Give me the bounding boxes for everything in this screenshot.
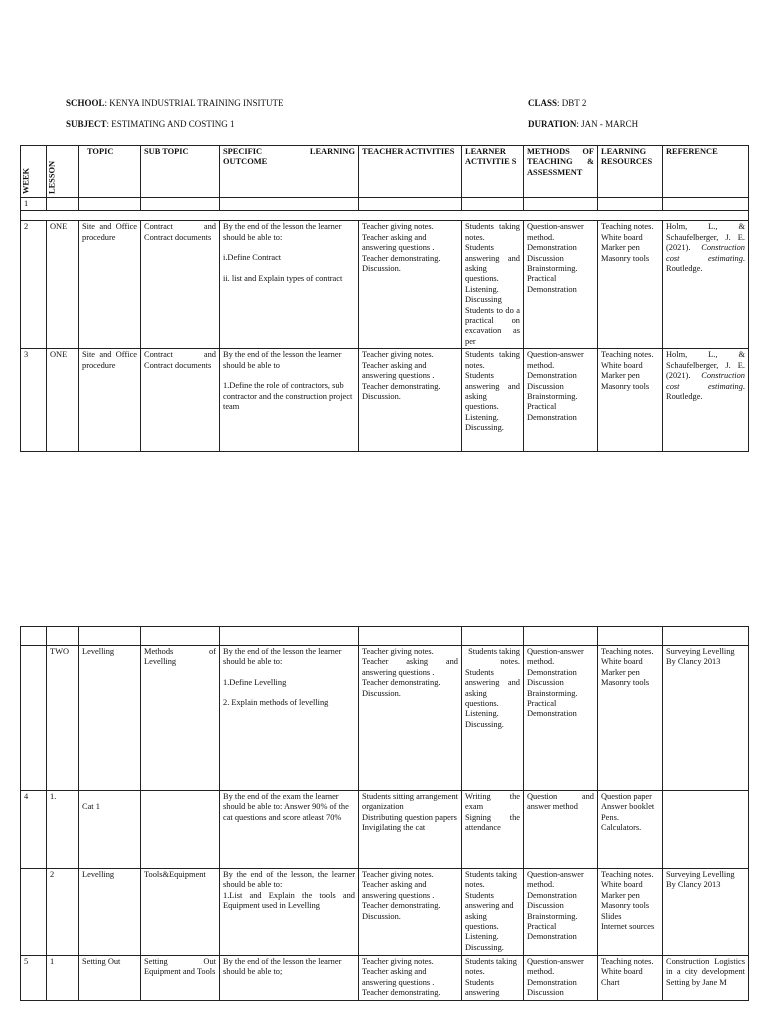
methods-line: Question-answer method. bbox=[527, 222, 584, 242]
methods-cell bbox=[524, 956, 598, 1001]
outcome-cell bbox=[220, 221, 359, 349]
methods-cell bbox=[524, 349, 598, 452]
lesson-cell: ONE bbox=[47, 221, 79, 349]
lesson-cell: TWO bbox=[47, 646, 79, 791]
week-cell bbox=[21, 869, 47, 956]
outcome-cell bbox=[220, 349, 359, 452]
reference-title: Construction cost estimating bbox=[666, 371, 745, 391]
week-cell: 3 bbox=[21, 349, 47, 452]
methods-line: Discussion bbox=[527, 381, 564, 391]
methods-line: Question-answer method. bbox=[527, 957, 584, 977]
empty-cell bbox=[141, 198, 220, 211]
empty-cell bbox=[79, 198, 141, 211]
teacher-line: Teacher giving notes. bbox=[362, 222, 434, 232]
methods-cell bbox=[524, 646, 598, 791]
reference-cell bbox=[663, 349, 749, 452]
outcome-line: 2. Explain methods of levelling bbox=[223, 698, 329, 708]
empty-cell bbox=[21, 627, 47, 646]
methods-line: Practical Demonstration bbox=[527, 699, 577, 719]
duration-label: DURATION bbox=[528, 119, 577, 129]
resources-line: Marker pen bbox=[601, 371, 640, 381]
col-week: WEEK bbox=[21, 146, 47, 198]
resources-line: Marker pen bbox=[601, 890, 640, 900]
teacher-line: Discussion. bbox=[362, 264, 401, 274]
topic-cell: Site and Office procedure bbox=[79, 349, 141, 452]
empty-cell bbox=[141, 627, 220, 646]
methods-line: Question-answer method. bbox=[527, 350, 584, 370]
learner-line: Discussing. bbox=[465, 423, 504, 433]
outcome-line: ii. list and Explain types of contract bbox=[223, 273, 343, 283]
teacher-line: Teacher demonstrating. bbox=[362, 253, 441, 263]
col-learner: LEARNER ACTIVITIE S bbox=[462, 146, 524, 198]
outcome-line: 1.Define the role of contractors, sub contractor and the construction project team bbox=[223, 381, 353, 411]
teacher-cell bbox=[359, 221, 462, 349]
resources-line: Masonry tools bbox=[601, 253, 650, 263]
learner-line: Listening. bbox=[465, 412, 499, 422]
week-cell: 1 bbox=[21, 198, 47, 211]
methods-line: Question-answer method. bbox=[527, 870, 584, 890]
learner-line: Students taking notes. bbox=[468, 647, 520, 667]
empty-cell bbox=[47, 627, 79, 646]
resources-line: Teaching notes. bbox=[601, 350, 654, 360]
resources-line: Question paper bbox=[601, 792, 652, 801]
week-cell: 5 bbox=[21, 956, 47, 1001]
outcome-cell: By the end of the lesson the learner should be able to; bbox=[220, 956, 359, 1001]
learner-line: Students answering bbox=[465, 977, 500, 998]
topic-cell: Levelling bbox=[79, 646, 141, 791]
teacher-cell bbox=[359, 956, 462, 1001]
empty-cell bbox=[359, 198, 462, 211]
scheme-table-top bbox=[20, 145, 749, 452]
outcome-cell bbox=[220, 869, 359, 956]
learner-cell bbox=[462, 646, 524, 791]
learner-cell bbox=[462, 221, 524, 349]
empty-cell bbox=[524, 627, 598, 646]
week-cell: 2 bbox=[21, 221, 47, 349]
teacher-line: Teacher demonstrating. bbox=[362, 901, 441, 911]
teacher-line: Teacher demonstrating. bbox=[362, 988, 441, 998]
learner-line: Discussing. bbox=[465, 942, 504, 952]
methods-line: Demonstration bbox=[527, 977, 577, 987]
col-resources: LEARNING RESOURCES bbox=[598, 146, 663, 198]
learner-line: Students answering and asking questions. bbox=[465, 667, 520, 709]
methods-line: Discussion bbox=[527, 988, 564, 998]
methods-line: Discussion bbox=[527, 901, 564, 911]
methods-line: Brainstorming. bbox=[527, 688, 578, 698]
reference-cell bbox=[663, 221, 749, 349]
methods-line: Practical Demonstration bbox=[527, 402, 577, 422]
teacher-line: Distributing question papers bbox=[362, 812, 457, 822]
learner-line: Listening. bbox=[465, 709, 499, 719]
reference-publisher: . Routledge. bbox=[666, 253, 745, 274]
col-lesson: LESSON bbox=[47, 146, 79, 198]
subtopic-cell: Methods of Levelling bbox=[141, 646, 220, 791]
teacher-line: Students sitting arrangement organization bbox=[362, 792, 458, 812]
learner-cell bbox=[462, 791, 524, 869]
reference-authors: Holm, L., & Schaufelberger, J. E. (2021). bbox=[666, 222, 745, 253]
table-row bbox=[21, 869, 749, 956]
school-value: : KENYA INDUSTRIAL TRAINING INSITUTE bbox=[104, 98, 284, 108]
resources-line: Marker pen bbox=[601, 243, 640, 253]
learner-line: Students answering and asking questions. bbox=[465, 371, 520, 412]
methods-line: Brainstorming. bbox=[527, 391, 578, 401]
resources-line: Teaching notes. bbox=[601, 222, 654, 232]
empty-cell bbox=[47, 198, 79, 211]
resources-line: White board bbox=[601, 967, 643, 977]
col-reference: REFERENCE bbox=[663, 146, 749, 198]
subtopic-cell: Contract and Contract documents bbox=[141, 349, 220, 452]
learner-line: Listening. bbox=[465, 284, 499, 294]
outcome-line: By the end of the lesson the learner should be able to: bbox=[223, 222, 342, 242]
empty-cell bbox=[220, 198, 359, 211]
learner-line: Students taking notes. bbox=[465, 870, 517, 890]
methods-line: Practical Demonstration bbox=[527, 274, 577, 294]
resources-line: Marker pen bbox=[601, 667, 640, 677]
outcome-cell: By the end of the exam the learner should be able to: Answer 90% of the cat questions and score atleast 70% bbox=[220, 791, 359, 869]
outcome-line: 1.Define Levelling bbox=[223, 677, 287, 687]
reference-title: Construction cost estimating bbox=[666, 243, 745, 263]
resources-cell bbox=[598, 646, 663, 791]
outcome-line: By the end of the lesson, the learner should be able to: bbox=[223, 870, 355, 890]
empty-cell bbox=[598, 627, 663, 646]
resources-cell bbox=[598, 869, 663, 956]
table-row bbox=[21, 646, 749, 791]
resources-line: Calculators. bbox=[601, 823, 642, 833]
learner-line: Students taking notes. bbox=[465, 957, 517, 977]
empty-cell bbox=[524, 198, 598, 211]
teacher-line: Teacher asking and answering questions . bbox=[362, 232, 435, 253]
teacher-line: Discussion. bbox=[362, 911, 401, 921]
resources-cell bbox=[598, 791, 663, 869]
methods-line: Demonstration bbox=[527, 243, 577, 253]
reference-publisher: . Routledge. bbox=[666, 381, 745, 401]
resources-line: Chart bbox=[601, 977, 620, 987]
subject-label: SUBJECT bbox=[66, 119, 107, 129]
col-topic bbox=[79, 146, 141, 198]
empty-cell bbox=[79, 627, 141, 646]
class-line bbox=[528, 98, 586, 108]
resources-line: Teaching notes. bbox=[601, 647, 654, 656]
class-label: CLASS bbox=[528, 98, 558, 108]
table-row bbox=[21, 627, 749, 646]
teacher-line: Teacher asking and answering questions . bbox=[362, 880, 435, 900]
empty-cell bbox=[663, 198, 749, 211]
class-value: : DBT 2 bbox=[557, 98, 587, 108]
lesson-cell: ONE bbox=[47, 349, 79, 452]
methods-cell bbox=[524, 869, 598, 956]
col-outcome-b: LEARNING bbox=[309, 147, 355, 156]
outcome-cell bbox=[220, 646, 359, 791]
learner-line: Listening. bbox=[465, 932, 499, 942]
learner-line: Discussing. bbox=[465, 719, 504, 729]
spacer-row bbox=[21, 211, 749, 221]
subtopic-cell: Tools&Equipment bbox=[141, 869, 220, 956]
teacher-line: Discussion. bbox=[362, 391, 401, 401]
week-cell: 4 bbox=[21, 791, 47, 869]
resources-line: Masonry tools bbox=[601, 901, 650, 911]
resources-line: White board bbox=[601, 880, 643, 890]
learner-cell bbox=[462, 869, 524, 956]
header-row bbox=[21, 146, 749, 198]
methods-cell bbox=[524, 221, 598, 349]
resources-line: White board bbox=[601, 360, 643, 370]
col-outcome bbox=[220, 146, 359, 198]
methods-line: Brainstorming. bbox=[527, 264, 578, 274]
resources-line: Internet sources bbox=[601, 922, 655, 932]
teacher-line: Teacher asking and answering questions . bbox=[362, 657, 458, 677]
col-topic-label: TOPIC bbox=[87, 147, 114, 156]
week-cell bbox=[21, 646, 47, 791]
teacher-cell bbox=[359, 646, 462, 791]
learner-line: Students taking notes. bbox=[465, 222, 520, 242]
topic-text: Cat 1 bbox=[82, 802, 100, 811]
methods-line: Discussion bbox=[527, 678, 564, 688]
methods-line: Question-answer method. bbox=[527, 647, 584, 667]
resources-line: Pens. bbox=[601, 812, 619, 822]
methods-line: Brainstorming. bbox=[527, 911, 578, 921]
teacher-line: Teacher asking and answering questions . bbox=[362, 360, 435, 381]
col-teacher: TEACHER ACTIVITIES bbox=[359, 146, 462, 198]
learner-cell bbox=[462, 956, 524, 1001]
methods-line: Demonstration bbox=[527, 371, 577, 381]
resources-line: White board bbox=[601, 232, 643, 242]
subtopic-cell: Contract and Contract documents bbox=[141, 221, 220, 349]
reference-cell: Surveying Levelling By Clancy 2013 bbox=[663, 646, 749, 791]
teacher-cell bbox=[359, 349, 462, 452]
subtopic-cell bbox=[141, 791, 220, 869]
outcome-line: By the end of the lesson the learner should be able to bbox=[223, 350, 342, 370]
spacer-cell bbox=[21, 211, 749, 221]
empty-cell bbox=[663, 627, 749, 646]
learner-line: Students taking notes. bbox=[465, 350, 520, 370]
learner-line: Students answering and asking questions. bbox=[465, 243, 520, 284]
subtopic-cell: Setting Out Equipment and Tools bbox=[141, 956, 220, 1001]
teacher-line: Teacher giving notes. bbox=[362, 870, 434, 879]
lesson-cell: 1 bbox=[47, 956, 79, 1001]
resources-line: White board bbox=[601, 657, 643, 667]
table-row bbox=[21, 198, 749, 211]
school-line bbox=[66, 98, 284, 108]
resources-line: Teaching notes. bbox=[601, 957, 654, 966]
resources-cell bbox=[598, 221, 663, 349]
learner-cell bbox=[462, 349, 524, 452]
empty-cell bbox=[462, 198, 524, 211]
outcome-line: 1.List and Explain the tools and Equipment used in Levelling bbox=[223, 890, 355, 911]
table-row bbox=[21, 221, 749, 349]
methods-line: Discussion bbox=[527, 253, 564, 263]
topic-cell: Levelling bbox=[79, 869, 141, 956]
methods-line: Practical Demonstration bbox=[527, 922, 577, 942]
resources-line: Slides bbox=[601, 911, 622, 921]
learner-line: Students to do a practical on excavation as per bbox=[465, 305, 520, 346]
topic-cell bbox=[79, 791, 141, 869]
lesson-cell: 1. bbox=[47, 791, 79, 869]
learner-line: Discussing bbox=[465, 295, 502, 305]
teacher-line: Teacher giving notes. bbox=[362, 957, 434, 966]
table-row bbox=[21, 956, 749, 1001]
school-label: SCHOOL bbox=[66, 98, 105, 108]
teacher-cell bbox=[359, 869, 462, 956]
topic-cell: Setting Out bbox=[79, 956, 141, 1001]
resources-cell bbox=[598, 349, 663, 452]
learner-line: Signing the attendance bbox=[465, 812, 520, 833]
duration-value: : JAN - MARCH bbox=[576, 119, 639, 129]
reference-cell: Surveying Levelling By Clancy 2013 bbox=[663, 869, 749, 956]
teacher-cell bbox=[359, 791, 462, 869]
learner-line: Students answering and asking questions. bbox=[465, 890, 514, 932]
table-row bbox=[21, 791, 749, 869]
empty-cell bbox=[598, 198, 663, 211]
teacher-line: Teacher asking and answering questions . bbox=[362, 967, 435, 987]
methods-line: Demonstration bbox=[527, 890, 577, 900]
teacher-line: Teacher giving notes. bbox=[362, 350, 434, 360]
subject-line bbox=[66, 119, 235, 129]
resources-line: Masonry tools bbox=[601, 381, 650, 391]
methods-line: Demonstration bbox=[527, 667, 577, 677]
teacher-line: Teacher giving notes. bbox=[362, 647, 434, 656]
reference-cell bbox=[663, 791, 749, 869]
resources-cell bbox=[598, 956, 663, 1001]
col-subtopic: SUB TOPIC bbox=[141, 146, 220, 198]
resources-line: Answer booklet bbox=[601, 802, 655, 812]
teacher-line: Teacher demonstrating. bbox=[362, 381, 441, 391]
empty-cell bbox=[220, 627, 359, 646]
methods-cell: Question and answer method bbox=[524, 791, 598, 869]
outcome-line: By the end of the lesson the learner should be able to: bbox=[223, 647, 342, 667]
table-row bbox=[21, 349, 749, 452]
scheme-table-bottom bbox=[20, 626, 749, 1001]
col-outcome-a: SPECIFIC bbox=[223, 147, 263, 156]
reference-cell: Construction Logistics in a city development Setting by Jane M bbox=[663, 956, 749, 1001]
topic-cell: Site and Office procedure bbox=[79, 221, 141, 349]
empty-cell bbox=[462, 627, 524, 646]
teacher-line: Invigilating the cat bbox=[362, 823, 426, 833]
reference-authors: Holm, L., & Schaufelberger, J. E. (2021). bbox=[666, 350, 745, 381]
col-outcome-c: OUTCOME bbox=[223, 157, 268, 167]
duration-line bbox=[528, 119, 638, 129]
subject-value: : ESTIMATING AND COSTING 1 bbox=[106, 119, 235, 129]
teacher-line: Discussion. bbox=[362, 688, 401, 698]
resources-line: Masonry tools bbox=[601, 678, 650, 688]
teacher-line: Teacher demonstrating. bbox=[362, 678, 441, 688]
col-methods: METHODS OF TEACHING & ASSESSMENT bbox=[524, 146, 598, 198]
resources-line: Teaching notes. bbox=[601, 870, 654, 879]
learner-line: Writing the exam bbox=[465, 792, 520, 812]
outcome-line: i.Define Contract bbox=[223, 253, 282, 263]
lesson-cell: 2 bbox=[47, 869, 79, 956]
empty-cell bbox=[359, 627, 462, 646]
